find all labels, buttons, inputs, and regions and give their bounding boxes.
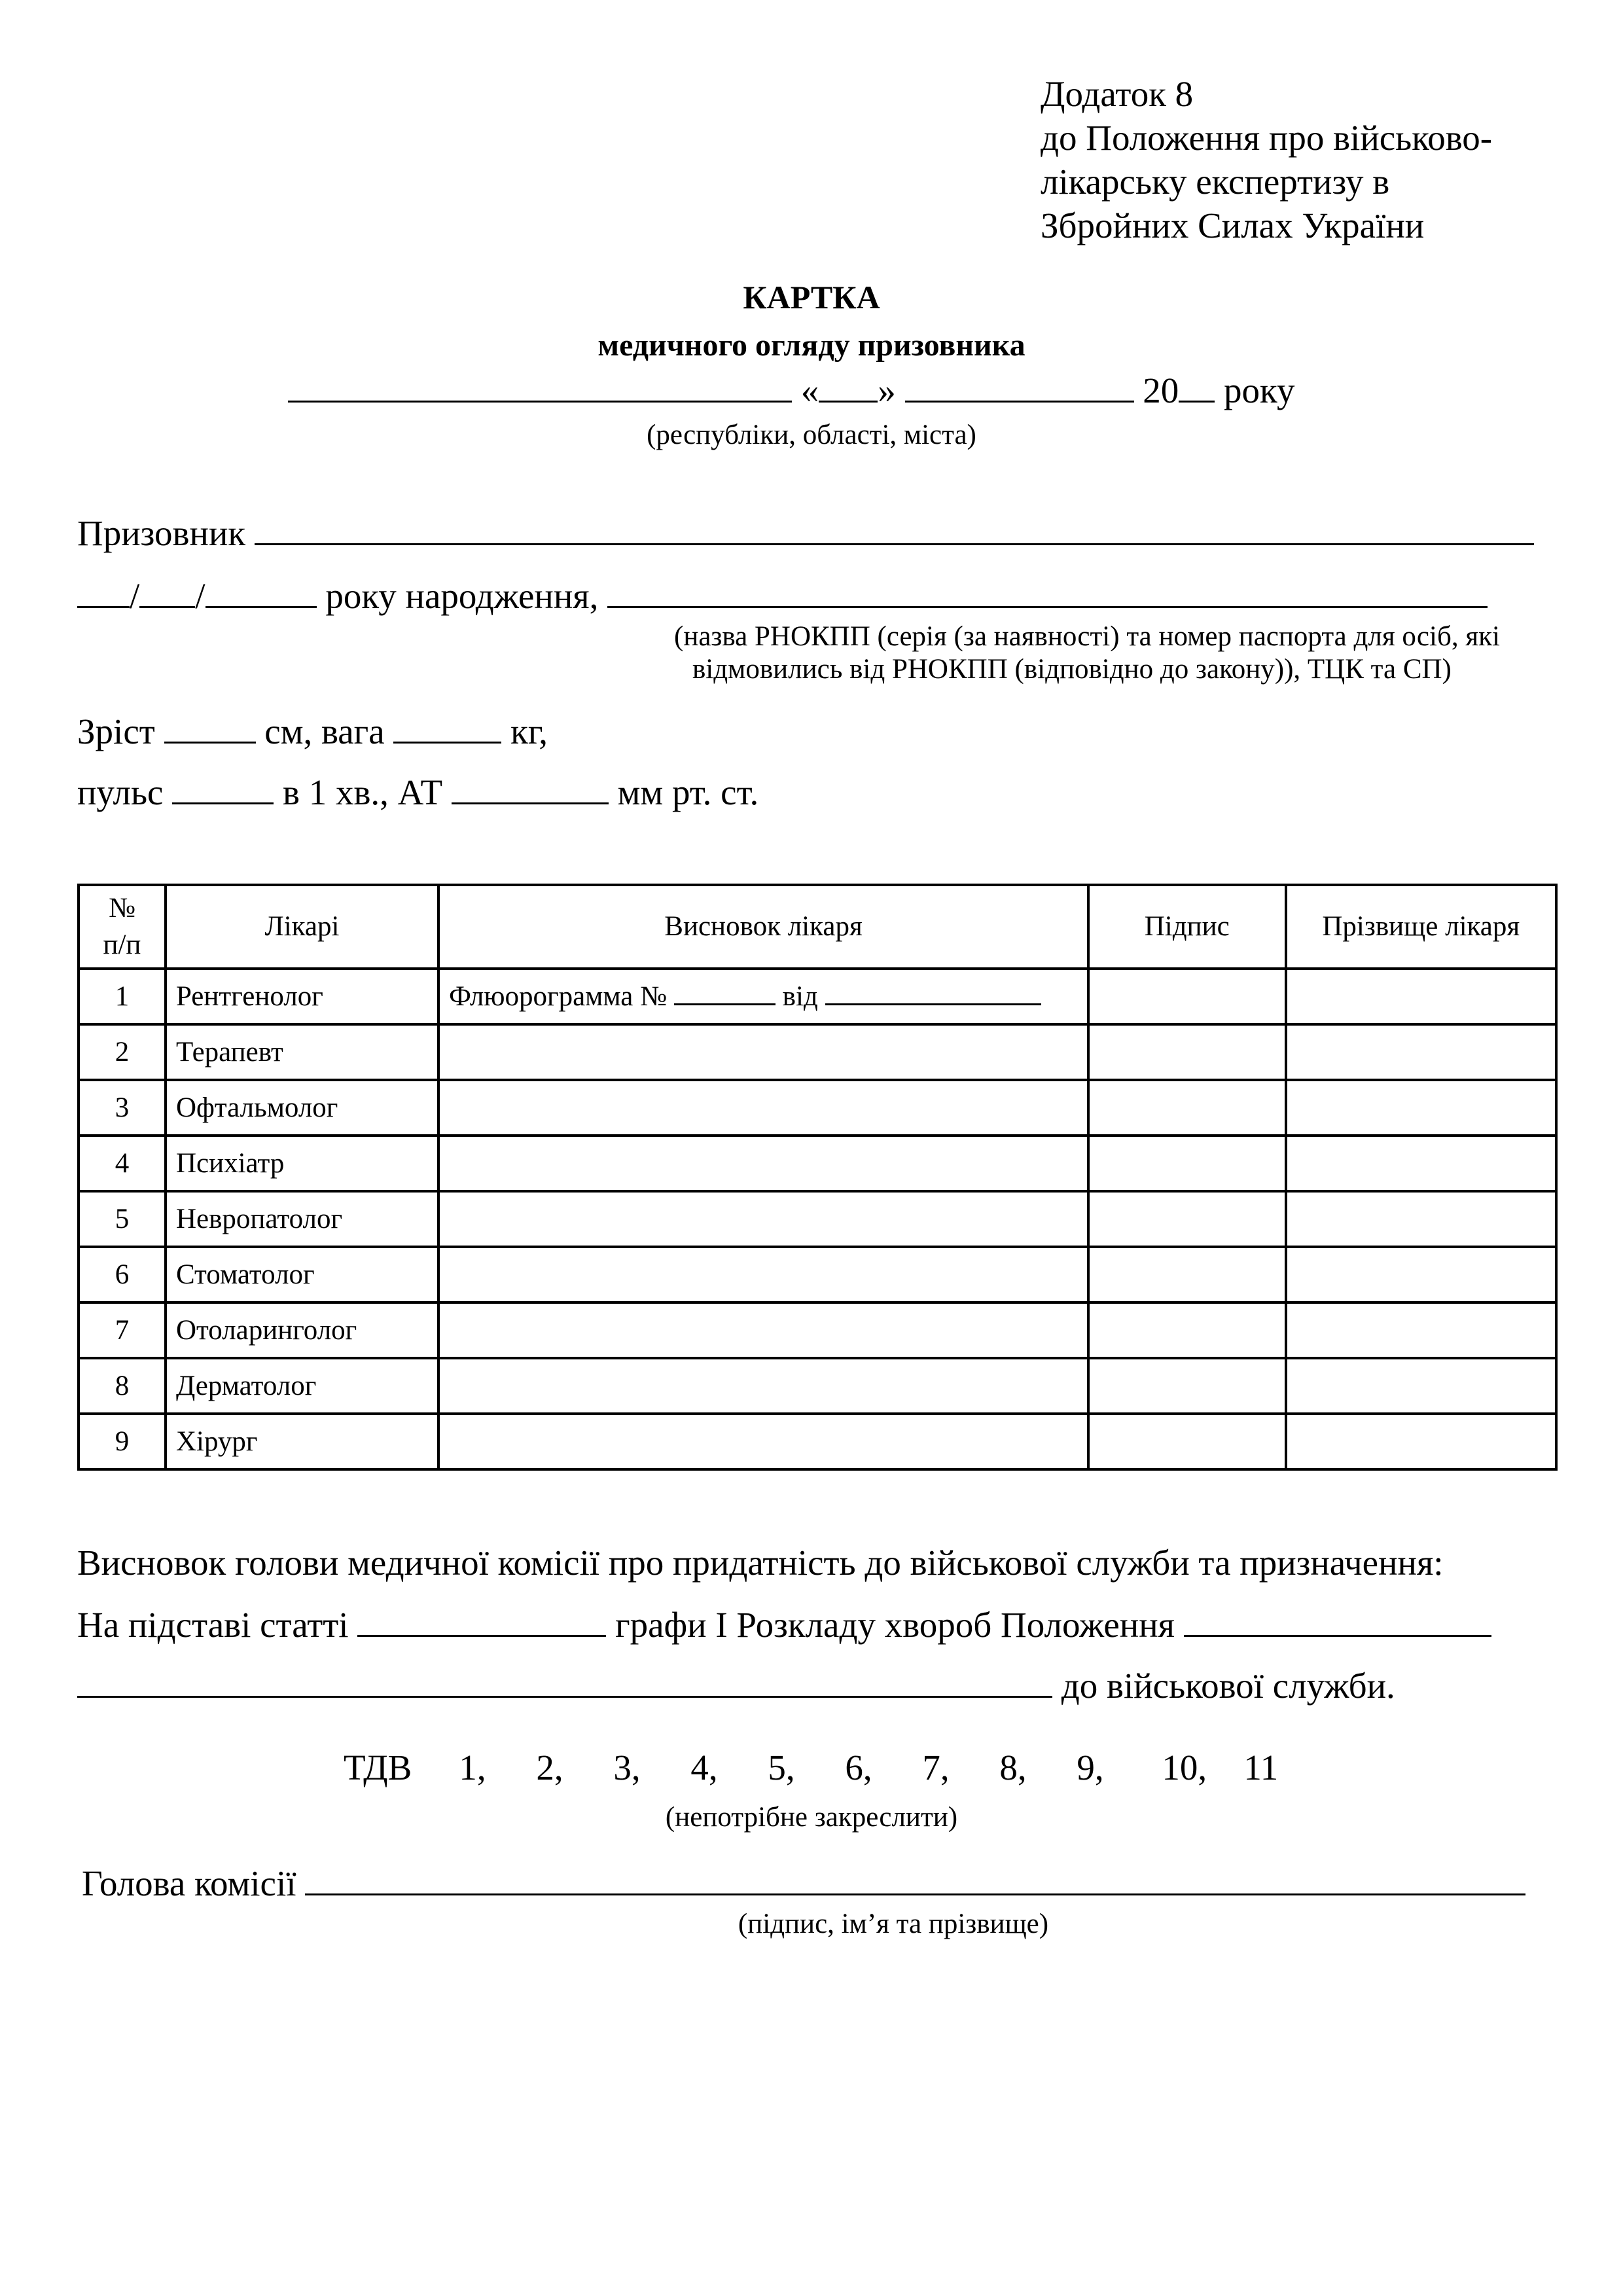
separator: / [195,576,205,616]
month-field[interactable] [905,372,1134,403]
tdv-option[interactable]: 4, [690,1748,718,1787]
table-row [79,1191,1556,1247]
signature-line [82,1862,1525,1905]
surname-cell[interactable] [1286,1024,1556,1080]
row-number: 3 [79,1080,166,1136]
fluorogram-date-field[interactable] [825,981,1041,1005]
day-field[interactable] [819,372,878,403]
id-caption-line1: (назва РНОКПП (серія (за наявності) та номер паспорта для осіб, які [674,621,1500,652]
tdv-option[interactable]: 7, [922,1748,950,1787]
birth-label: року народження, [325,576,599,616]
table-row [79,1302,1556,1358]
doctors-table [77,884,1558,1471]
basis-mid-label: графи І Розкладу хвороб Положення [615,1605,1175,1645]
id-field[interactable] [607,577,1488,608]
height-weight-line [77,710,548,753]
conscript-label: Призовник [77,513,246,553]
commission-signature-field[interactable] [305,1865,1525,1895]
conclusion-cell[interactable] [438,1302,1088,1358]
header-signature: Підпис [1088,885,1286,969]
row-number: 8 [79,1358,166,1414]
tdv-option[interactable]: 11 [1243,1748,1279,1787]
header-doctor-surname: Прізвище лікаря [1286,885,1556,969]
quote-open: « [800,370,819,410]
surname-cell[interactable] [1286,969,1556,1024]
surname-cell[interactable] [1286,1191,1556,1247]
pulse-field[interactable] [172,774,274,804]
tdv-line [344,1746,1278,1789]
conclusion-cell[interactable] [438,1414,1088,1469]
row-number: 5 [79,1191,166,1247]
appendix-line: до Положення про військово- [1041,118,1493,158]
bp-unit: мм рт. ст. [617,772,759,812]
commission-head-label: Голова комісії [82,1863,296,1903]
basis-label: На підставі статті [77,1605,349,1645]
table-header-row [79,885,1556,969]
conclusion-cell[interactable] [438,1191,1088,1247]
pulse-bp-line [77,771,758,814]
conclusion-heading: Висновок голови медичної комісії про придатність до військової служби та призначення: [77,1543,1444,1583]
year-field[interactable] [1179,372,1215,403]
birth-day-field[interactable] [77,577,130,608]
id-caption-line2: відмовились від РНОКПП (відповідно до закону)), ТЦК та СП) [692,654,1452,685]
doctor-name: Терапевт [166,1024,438,1080]
header-doctors: Лікарі [166,885,438,969]
tdv-option[interactable]: 3, [613,1748,641,1787]
tdv-label: ТДВ [344,1748,412,1787]
year-suffix: року [1224,370,1295,410]
surname-cell[interactable] [1286,1302,1556,1358]
birth-month-field[interactable] [139,577,195,608]
height-label: Зріст [77,711,155,751]
doctor-name: Офтальмолог [166,1080,438,1136]
service-line [77,1664,1395,1708]
signature-cell[interactable] [1088,1136,1286,1191]
conclusion-cell[interactable] [438,1024,1088,1080]
row-number: 9 [79,1414,166,1469]
appendix-note [1041,72,1492,247]
surname-cell[interactable] [1286,1136,1556,1191]
region-field[interactable] [288,372,792,403]
regulation-field[interactable] [1184,1606,1491,1637]
tdv-option[interactable]: 9, [1077,1748,1104,1787]
tdv-option[interactable]: 1, [459,1748,486,1787]
birth-year-field[interactable] [205,577,317,608]
appendix-line: лікарську експертизу в [1041,162,1390,202]
signature-caption: (підпис, ім’я та прізвище) [738,1909,1049,1939]
table-row [79,1136,1556,1191]
table-row [79,1358,1556,1414]
table-row [79,969,1556,1024]
pulse-unit: в 1 хв., АТ [282,772,443,812]
header-number: № п/п [79,885,166,969]
quote-close: » [878,370,896,410]
conclusion-cell[interactable] [438,1136,1088,1191]
surname-cell[interactable] [1286,1358,1556,1414]
doctor-name: Невропатолог [166,1191,438,1247]
conclusion-cell[interactable] [438,969,1088,1024]
table-row [79,1414,1556,1469]
tdv-option[interactable]: 2, [536,1748,563,1787]
weight-unit: кг, [510,711,548,751]
year-prefix: 20 [1143,370,1179,410]
tdv-option[interactable]: 8, [999,1748,1027,1787]
table-row [79,1247,1556,1302]
document-subtitle: медичного огляду призовника [597,328,1026,363]
doctor-name: Отоларинголог [166,1302,438,1358]
signature-cell[interactable] [1088,969,1286,1024]
row-number: 2 [79,1024,166,1080]
fluorogram-date-label: від [782,981,818,1012]
row-number: 1 [79,969,166,1024]
bp-field[interactable] [452,774,609,804]
tdv-option[interactable]: 10, [1162,1748,1207,1787]
surname-cell[interactable] [1286,1414,1556,1469]
height-unit: см, вага [264,711,385,751]
tdv-option[interactable]: 5, [768,1748,795,1787]
article-field[interactable] [357,1606,606,1637]
signature-cell[interactable] [1088,1247,1286,1302]
tdv-caption: (непотрібне закреслити) [665,1802,958,1833]
conscript-line [77,512,1534,555]
service-suffix: до військової служби. [1061,1666,1395,1706]
doctor-name: Стоматолог [166,1247,438,1302]
signature-cell[interactable] [1088,1414,1286,1469]
surname-cell[interactable] [1286,1247,1556,1302]
conscript-name-field[interactable] [255,514,1534,545]
doctor-name: Рентгенолог [166,969,438,1024]
signature-cell[interactable] [1088,1080,1286,1136]
row-number: 4 [79,1136,166,1191]
appendix-line: Збройних Силах України [1041,206,1425,245]
separator: / [130,576,140,616]
conclusion-cell[interactable] [438,1358,1088,1414]
signature-cell[interactable] [1088,1358,1286,1414]
birth-line [77,575,1488,618]
pulse-label: пульс [77,772,164,812]
conclusion-cell[interactable] [438,1080,1088,1136]
fluorogram-number-field[interactable] [674,981,776,1005]
weight-field[interactable] [393,713,501,744]
doctor-name: Психіатр [166,1136,438,1191]
doctor-name: Дерматолог [166,1358,438,1414]
header-conclusion: Висновок лікаря [438,885,1088,969]
table-row [79,1080,1556,1136]
fitness-field[interactable] [77,1667,1052,1698]
signature-cell[interactable] [1088,1302,1286,1358]
document-title: КАРТКА [743,279,880,315]
height-field[interactable] [164,713,256,744]
surname-cell[interactable] [1286,1080,1556,1136]
row-number: 6 [79,1247,166,1302]
conclusion-cell[interactable] [438,1247,1088,1302]
signature-cell[interactable] [1088,1024,1286,1080]
place-date-line [288,370,1294,411]
region-caption: (республіки, області, міста) [647,420,976,450]
table-row [79,1024,1556,1080]
doctor-name: Хірург [166,1414,438,1469]
row-number: 7 [79,1302,166,1358]
tdv-option[interactable]: 6, [845,1748,872,1787]
appendix-line: Додаток 8 [1041,74,1194,114]
basis-line [77,1604,1491,1647]
fluorogram-label: Флюорограмма № [449,981,668,1012]
signature-cell[interactable] [1088,1191,1286,1247]
